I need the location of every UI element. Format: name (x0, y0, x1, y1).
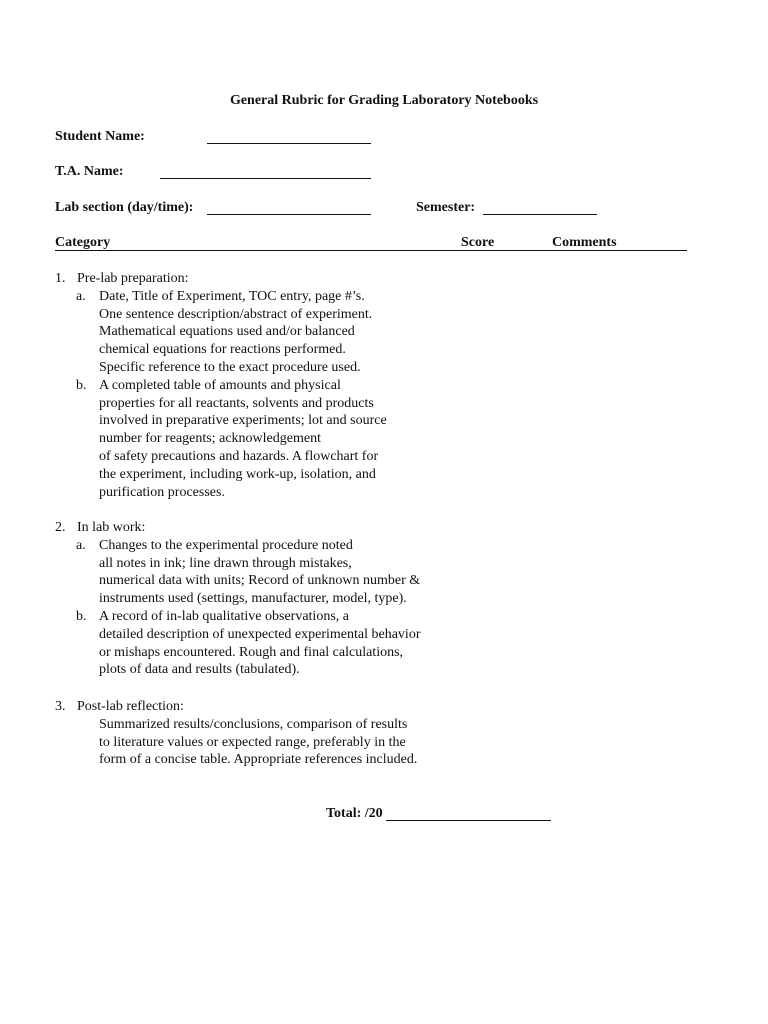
section-heading: In lab work: (77, 520, 146, 535)
item-line: properties for all reactants, solvents and products (99, 395, 374, 411)
section-number: 2. (55, 520, 66, 535)
item-line: Date, Title of Experiment, TOC entry, page #’s. (99, 288, 365, 304)
lab-section-label: Lab section (day/time): (55, 200, 194, 215)
item-line: chemical equations for reactions performed. (99, 342, 346, 358)
lab-section-blank[interactable] (207, 200, 371, 215)
item-line: One sentence description/abstract of experiment. (99, 306, 373, 322)
student-name-blank[interactable] (207, 129, 371, 144)
ta-name-blank[interactable] (160, 164, 371, 179)
category-header: Category (55, 235, 111, 250)
section-number: 1. (55, 271, 66, 286)
section-post-lab (55, 698, 475, 778)
item-line: involved in preparative experiments; lot and source (99, 413, 387, 429)
ta-name-label: T.A. Name: (55, 164, 124, 179)
item-line: purification processes. (99, 484, 225, 500)
document-title: General Rubric for Grading Laboratory Notebooks (229, 93, 539, 108)
item-letter: b. (76, 609, 87, 624)
item-line: Changes to the experimental procedure noted (99, 537, 353, 553)
item-letter: b. (76, 377, 87, 393)
semester-label: Semester: (416, 200, 476, 215)
semester-blank[interactable] (483, 200, 597, 215)
item-line: Specific reference to the exact procedure used. (99, 360, 361, 375)
item-line: numerical data with units; Record of unknown number & (99, 573, 421, 589)
item-letter: a. (76, 537, 86, 553)
score-header: Score (461, 235, 495, 250)
total-blank[interactable] (386, 806, 551, 821)
section-number: 3. (55, 699, 66, 714)
item-letter: a. (76, 288, 86, 304)
item-line: to literature values or expected range, preferably in the (99, 734, 406, 750)
header-underline (55, 250, 687, 251)
comments-header: Comments (552, 235, 617, 250)
item-line: Mathematical equations used and/or balanced (99, 324, 355, 340)
item-line: or mishaps encountered. Rough and final calculations, (99, 644, 404, 660)
section-heading: Pre-lab preparation: (77, 271, 189, 286)
item-line: all notes in ink; line drawn through mistakes, (99, 555, 352, 571)
item-line: plots of data and results (tabulated). (99, 662, 300, 678)
student-name-label: Student Name: (55, 129, 145, 144)
item-line: instruments used (settings, manufacturer, model, type). (99, 591, 407, 607)
section-pre-lab (55, 270, 475, 510)
item-line: A record of in-lab qualitative observations, a (99, 609, 349, 624)
item-line: Summarized results/conclusions, comparison of results (99, 716, 408, 732)
item-line: detailed description of unexpected experimental behavior (99, 626, 421, 642)
item-line: A completed table of amounts and physical (99, 377, 341, 393)
total-label: Total: /20 (326, 806, 383, 821)
item-line: of safety precautions and hazards. A flowchart for (99, 449, 379, 464)
item-line: number for reagents; acknowledgement (99, 431, 321, 447)
section-in-lab (55, 519, 475, 689)
item-line: form of a concise table. Appropriate references included. (99, 752, 418, 768)
section-heading: Post-lab reflection: (77, 699, 184, 714)
item-line: the experiment, including work-up, isolation, and (99, 466, 376, 482)
